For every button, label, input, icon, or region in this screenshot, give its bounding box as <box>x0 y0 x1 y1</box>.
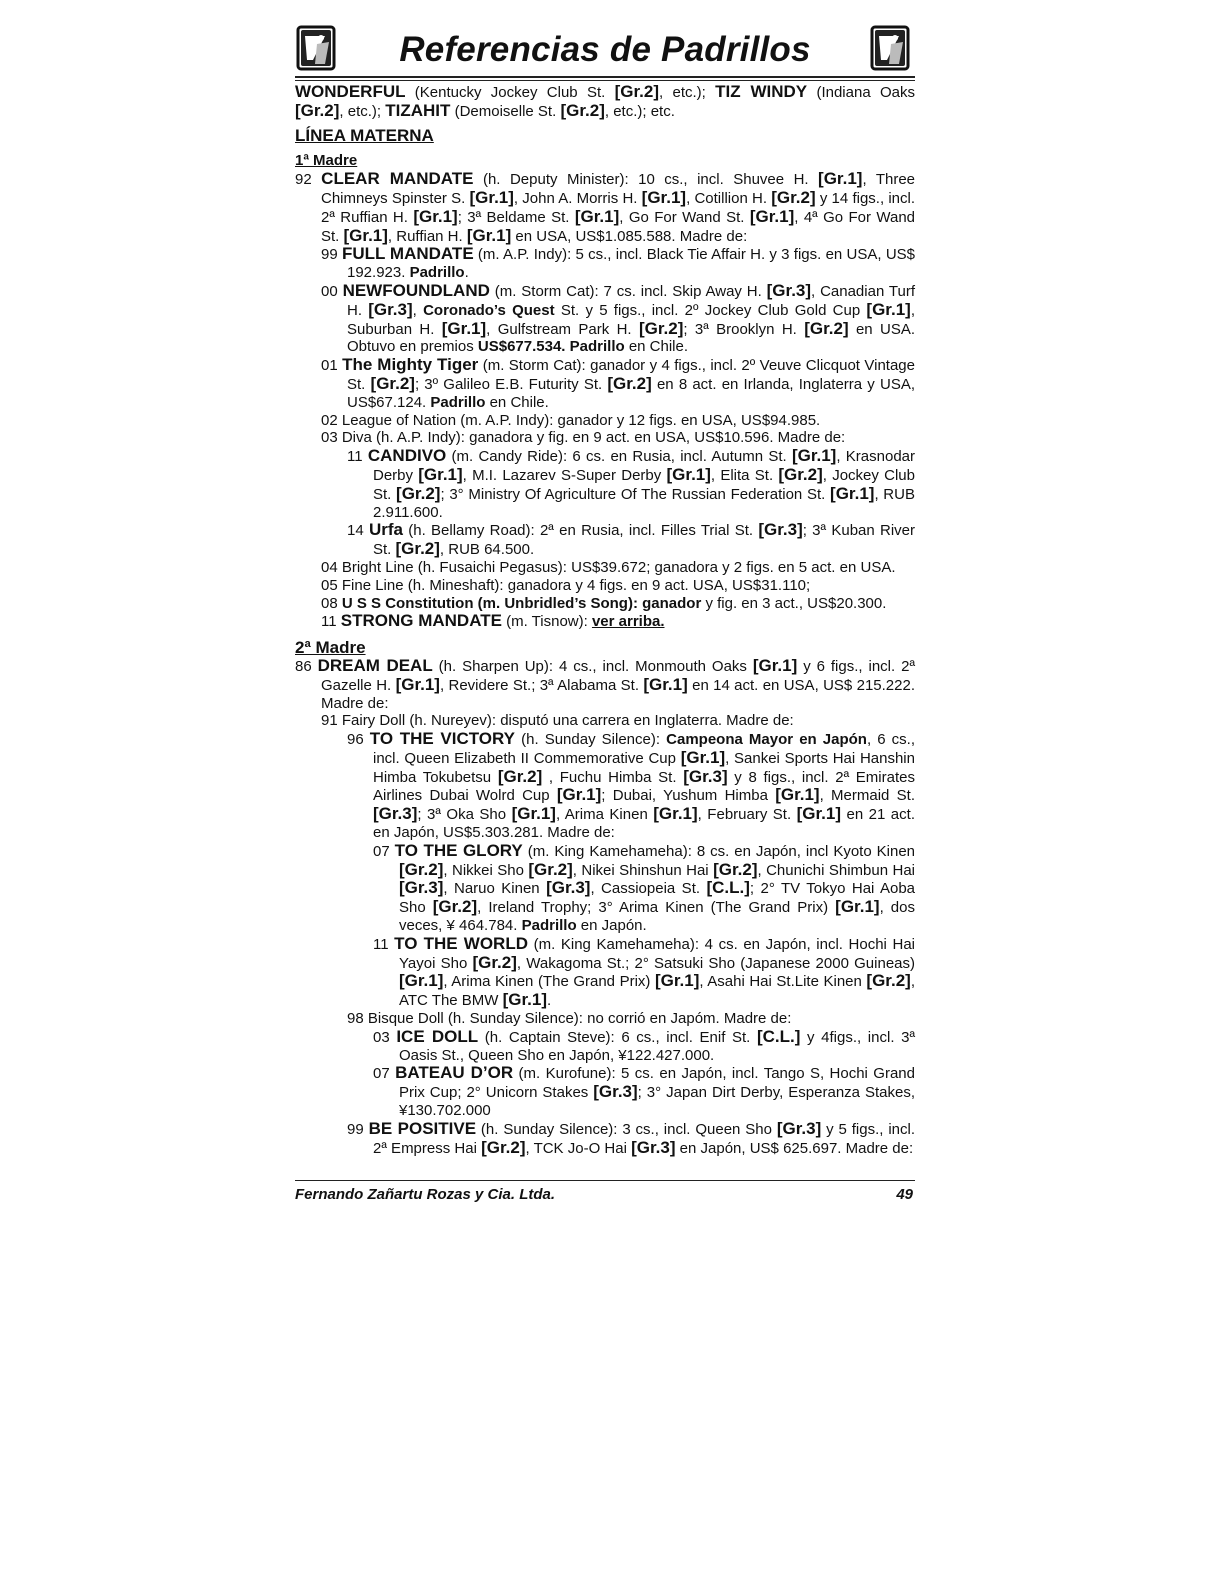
page-header <box>295 20 915 76</box>
pedigree-entry: 92 CLEAR MANDATE (h. Deputy Minister): 10 cs., incl. Shuvee H. [Gr.1], Three Chimneys Spinster S. [Gr.1], John A. Morris H. [Gr.1], Cotillion H. [Gr.2] y 14 figs., incl. 2ª Ruffian H. [Gr.1]; 3ª Beldame St. [Gr.1], Go For Wand St. [Gr.1], 4ª Go For Wand St. [Gr.1], Ruffian H. [Gr.1] en USA, US$1.085.588. Madre de: <box>295 169 916 245</box>
pedigree-entry: 11 STRONG MANDATE (m. Tisnow): ver arriba. <box>321 611 665 631</box>
pedigree-entry: 01 The Mighty Tiger (m. Storm Cat): ganador y 4 figs., incl. 2º Veuve Clicquot Vintage St. [Gr.2]; 3º Galileo E.B. Futurity St. [Gr.2] en 8 act. en Irlanda, Inglaterra y USA, US$67.124. Padrillo en Chile. <box>321 355 915 411</box>
document-page <box>295 20 915 1157</box>
footer-company: Fernando Zañartu Rozas y Cia. Ltda. <box>295 1186 556 1203</box>
section-title: LÍNEA MATERNA <box>295 125 434 145</box>
pedigree-entry: 91 Fairy Doll (h. Nureyev): disputó una carrera en Inglaterra. Madre de: <box>321 712 794 730</box>
subsection-title: 1ª Madre <box>295 152 358 170</box>
pedigree-entry: 03 ICE DOLL (h. Captain Steve): 6 cs., incl. Enif St. [C.L.] y 4figs., incl. 3ª Oasis St., Queen Sho en Japón, ¥122.427.000. <box>373 1026 915 1064</box>
footer-rule <box>295 1180 915 1181</box>
cross-reference-link[interactable]: ver arriba. <box>591 613 665 631</box>
header-rule-thin <box>295 80 915 81</box>
page-footer <box>295 1180 915 1203</box>
page-title: Referencias de Padrillos <box>399 30 811 69</box>
pedigree-entry: 02 League of Nation (m. A.P. Indy): ganador y 12 figs. en USA, US$94.985. <box>321 411 821 429</box>
pedigree-entry: 96 TO THE VICTORY (h. Sunday Silence): Campeona Mayor en Japón, 6 cs., incl. Queen Elizabeth II Commemorative Cup [Gr.1], Sankei Sports Hai Hanshin Himba Tokubetsu [Gr.2] , Fuchu Himba St. [Gr.3] y 8 figs., incl. 2ª Emirates Airlines Dubai Wolrd Cup [Gr.1]; Dubai, Yushum Himba [Gr.1], Mermaid St. [Gr.3]; 3ª Oka Sho [Gr.1], Arima Kinen [Gr.1], February St. [Gr.1] en 21 act. en Japón, US$5.303.281. Madre de: <box>347 729 915 842</box>
pedigree-entry: 05 Fine Line (h. Mineshaft): ganadora y 4 figs. en 9 act. USA, US$31.110; <box>321 576 811 594</box>
pedigree-entry: 00 NEWFOUNDLAND (m. Storm Cat): 7 cs. incl. Skip Away H. [Gr.3], Canadian Turf H. [Gr.3], Coronado’s Quest St. y 5 figs., incl. 2º Jockey Club Gold Cup [Gr.1], Suburban H. [Gr.1], Gulfstream Park H. [Gr.2]; 3ª Brooklyn H. [Gr.2] en USA. Obtuvo en premios US$677.534. Padrillo en Chile. <box>321 280 916 356</box>
pedigree-entry: 04 Bright Line (h. Fusaichi Pegasus): US$39.672; ganadora y 2 figs. en 5 act. en USA. <box>321 558 896 576</box>
document-body <box>295 83 915 1157</box>
pedigree-entry: 11 TO THE WORLD (m. King Kamehameha): 4 cs. en Japón, incl. Hochi Hai Yayoi Sho [Gr.2], Wakagoma St.; 2° Satsuki Sho (Japanese 2000 Guineas) [Gr.1], Arima Kinen (The Grand Prix) [Gr.1], Asahi Hai St.Lite Kinen [Gr.2], ATC The BMW [Gr.1]. <box>373 933 915 1010</box>
pedigree-entry: 07 TO THE GLORY (m. King Kamehameha): 8 cs. en Japón, incl Kyoto Kinen [Gr.2], Nikkei Sho [Gr.2], Nikei Shinshun Hai [Gr.2], Chunichi Shimbun Hai [Gr.3], Naruo Kinen [Gr.3], Cassiopeia St. [C.L.]; 2° TV Tokyo Hai Aoba Sho [Gr.2], Ireland Trophy; 3° Arima Kinen (The Grand Prix) [Gr.1], dos veces, ¥ 464.784. Padrillo en Japón. <box>373 840 916 935</box>
pedigree-entry: 86 DREAM DEAL (h. Sharpen Up): 4 cs., incl. Monmouth Oaks [Gr.1] y 6 figs., incl. 2ª Gazelle H. [Gr.1], Revidere St.; 3ª Alabama St. [Gr.1] en 14 act. en USA, US$ 215.222. Madre de: <box>295 655 915 712</box>
pedigree-entry: 07 BATEAU D’OR (m. Kurofune): 5 cs. en Japón, incl. Tango S, Hochi Grand Prix Cup; 2° Unicorn Stakes [Gr.3]; 3° Japan Dirt Derby, Esperanza Stakes, ¥130.702.000 <box>373 1063 915 1120</box>
pedigree-entry: 99 BE POSITIVE (h. Sunday Silence): 3 cs., incl. Queen Sho [Gr.3] y 5 figs., incl. 2ª Empress Hai [Gr.2], TCK Jo-O Hai [Gr.3] en Japón, US$ 625.697. Madre de: <box>347 1118 915 1157</box>
pedigree-entry: 98 Bisque Doll (h. Sunday Silence): no corrió en Japóm. Madre de: <box>347 1010 792 1028</box>
intro-paragraph: WONDERFUL (Kentucky Jockey Club St. [Gr.2], etc.); TIZ WINDY (Indiana Oaks [Gr.2], etc.); TIZAHIT (Demoiselle St. [Gr.2], etc.); etc. <box>295 82 915 120</box>
pedigree-entry: 11 CANDIVO (m. Candy Ride): 6 cs. en Rusia, incl. Autumn St. [Gr.1], Krasnodar Derby [Gr.1], M.I. Lazarev S-Super Derby [Gr.1], Elita St. [Gr.2], Jockey Club St. [Gr.2]; 3° Ministry Of Agriculture Of The Russian Federation St. [Gr.1], RUB 2.911.600. <box>347 446 915 521</box>
page-number: 49 <box>896 1186 913 1203</box>
pedigree-entry: 08 U S S Constitution (m. Unbridled’s Song): ganador y fig. en 3 act., US$20.300. <box>321 594 887 612</box>
pedigree-entry: 03 Diva (h. A.P. Indy): ganadora y fig. en 9 act. en USA, US$10.596. Madre de: <box>321 429 846 447</box>
pedigree-entry: 14 Urfa (h. Bellamy Road): 2ª en Rusia, incl. Filles Trial St. [Gr.3]; 3ª Kuban River St. [Gr.2], RUB 64.500. <box>347 520 915 559</box>
pedigree-entry: 99 FULL MANDATE (m. A.P. Indy): 5 cs., incl. Black Tie Affair H. y 3 figs. en USA, US$ 192.923. Padrillo. <box>321 244 915 282</box>
subsection-title: 2ª Madre <box>295 638 366 658</box>
horse-logo-icon <box>869 24 913 72</box>
header-rule <box>295 76 915 78</box>
